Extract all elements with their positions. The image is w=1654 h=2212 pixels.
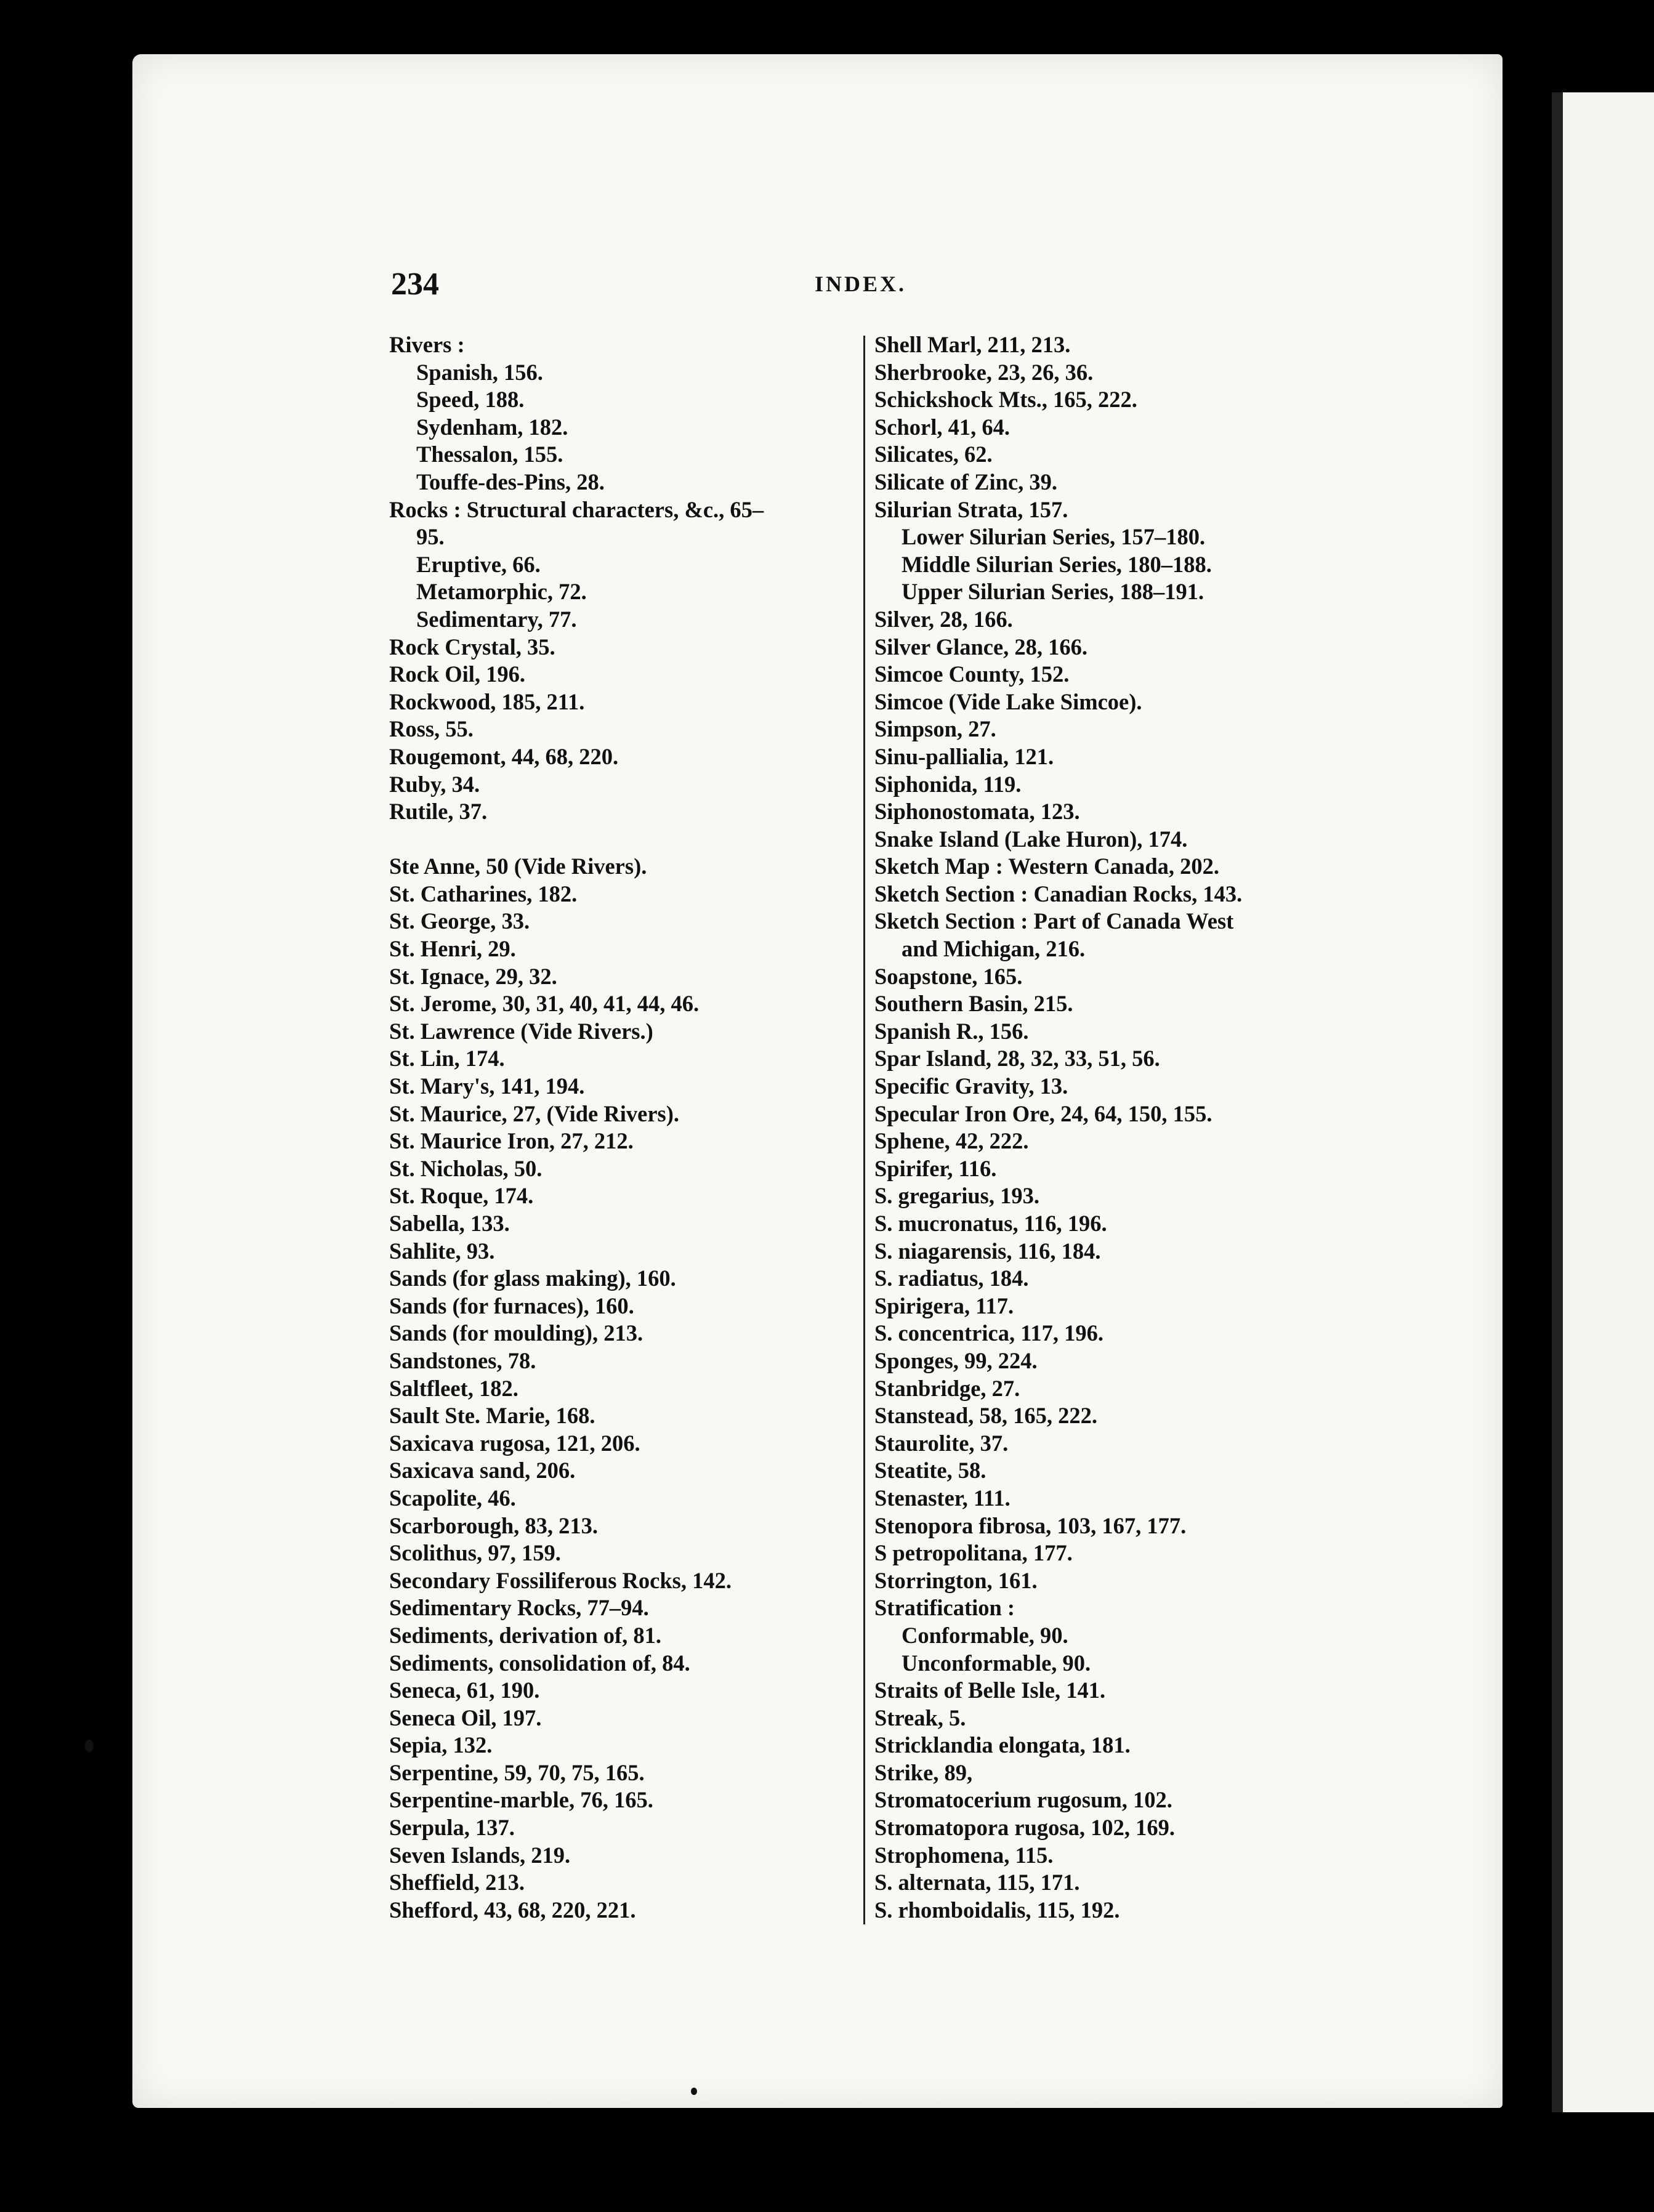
left-index-entry: Rock Crystal, 35. bbox=[389, 634, 555, 660]
left-index-entry: Serpentine, 59, 70, 75, 165. bbox=[389, 1759, 645, 1785]
left-index-entry: Speed, 188. bbox=[416, 387, 525, 413]
right-index-entry: Siphonida, 119. bbox=[874, 771, 1022, 797]
right-index-entry: Straits of Belle Isle, 141. bbox=[874, 1677, 1106, 1703]
left-index-entry: Sedimentary, 77. bbox=[416, 606, 577, 632]
left-index-entry: Scarborough, 83, 213. bbox=[389, 1512, 599, 1538]
left-index-entry: Rougemont, 44, 68, 220. bbox=[389, 743, 619, 769]
left-index-entry: Sedimentary Rocks, 77–94. bbox=[389, 1595, 649, 1621]
left-index-entry: St. Lawrence (Vide Rivers.) bbox=[389, 1018, 653, 1044]
left-index-entry: St. Maurice, 27, (Vide Rivers). bbox=[389, 1100, 680, 1126]
right-index-entry: and Michigan, 216. bbox=[902, 936, 1086, 962]
running-head: INDEX. bbox=[815, 272, 907, 296]
right-index-entry: Simcoe (Vide Lake Simcoe). bbox=[874, 688, 1142, 714]
left-index-entry: Sabella, 133. bbox=[389, 1211, 510, 1236]
left-index-entry: St. Nicholas, 50. bbox=[389, 1155, 543, 1181]
right-index-entry: S. gregarius, 193. bbox=[874, 1183, 1040, 1209]
left-index-entry: St. Jerome, 30, 31, 40, 41, 44, 46. bbox=[389, 991, 700, 1017]
right-index-entry: Sketch Section : Part of Canada West bbox=[874, 908, 1234, 934]
right-index-entry: S petropolitana, 177. bbox=[874, 1540, 1073, 1566]
left-index-entry: Scapolite, 46. bbox=[389, 1485, 516, 1511]
left-index-entry: Saltfleet, 182. bbox=[389, 1375, 518, 1401]
right-index-entry: S. radiatus, 184. bbox=[874, 1265, 1029, 1291]
right-index-entry: Stanstead, 58, 165, 222. bbox=[874, 1403, 1097, 1429]
right-index-entry: Stenaster, 111. bbox=[874, 1485, 1011, 1511]
right-index-entry: Schickshock Mts., 165, 222. bbox=[874, 387, 1137, 413]
right-index-entry: Streak, 5. bbox=[874, 1705, 966, 1730]
right-index-entry: Specular Iron Ore, 24, 64, 150, 155. bbox=[874, 1100, 1212, 1126]
left-index-entry: Spanish, 156. bbox=[416, 359, 543, 385]
right-index-entry: Stromatopora rugosa, 102, 169. bbox=[874, 1815, 1176, 1841]
left-index-entry: St. Ignace, 29, 32. bbox=[389, 963, 557, 989]
left-index-entry: Sands (for glass making), 160. bbox=[389, 1265, 676, 1291]
left-index-entry: Sandstones, 78. bbox=[389, 1347, 536, 1373]
right-index-entry: Upper Silurian Series, 188–191. bbox=[902, 579, 1204, 605]
right-index-entry: Silver Glance, 28, 166. bbox=[874, 634, 1088, 660]
right-index-entry: Unconformable, 90. bbox=[902, 1650, 1091, 1676]
left-index-entry: Seven Islands, 219. bbox=[389, 1842, 571, 1868]
right-index-entry: Southern Basin, 215. bbox=[874, 991, 1073, 1017]
left-index-entry: 95. bbox=[416, 524, 445, 550]
ink-speck bbox=[691, 2088, 697, 2095]
left-index-entry: Sediments, derivation of, 81. bbox=[389, 1622, 662, 1648]
right-index-entry: Schorl, 41, 64. bbox=[874, 414, 1011, 440]
right-index-entry: Sponges, 99, 224. bbox=[874, 1347, 1038, 1373]
index-column-right bbox=[874, 331, 1349, 1924]
left-index-entry: Secondary Fossiliferous Rocks, 142. bbox=[389, 1567, 732, 1593]
column-divider bbox=[863, 336, 865, 1924]
left-index-entry: Sheffield, 213. bbox=[389, 1870, 525, 1895]
right-index-entry: Simpson, 27. bbox=[874, 716, 996, 742]
right-index-entry: Strophomena, 115. bbox=[874, 1842, 1054, 1868]
right-index-entry: Sketch Map : Western Canada, 202. bbox=[874, 854, 1220, 879]
page-header bbox=[391, 266, 1401, 309]
left-index-entry: Serpula, 137. bbox=[389, 1815, 515, 1841]
left-index-entry: St. Lin, 174. bbox=[389, 1046, 505, 1072]
right-index-entry: Middle Silurian Series, 180–188. bbox=[902, 551, 1212, 577]
left-index-entry: Saxicava sand, 206. bbox=[389, 1458, 576, 1483]
left-index-entry: Seneca, 61, 190. bbox=[389, 1677, 540, 1703]
right-index-entry: S. niagarensis, 116, 184. bbox=[874, 1238, 1101, 1264]
right-index-entry: Simcoe County, 152. bbox=[874, 661, 1070, 687]
left-index-entry: Serpentine-marble, 76, 165. bbox=[389, 1787, 653, 1813]
right-index-entry: Strike, 89, bbox=[874, 1759, 973, 1785]
right-index-entry: Conformable, 90. bbox=[902, 1622, 1068, 1648]
right-index-entry: S. concentrica, 117, 196. bbox=[874, 1320, 1104, 1346]
right-index-entry: Snake Island (Lake Huron), 174. bbox=[874, 826, 1188, 852]
left-index-entry: St. George, 33. bbox=[389, 908, 530, 934]
right-index-entry: Spar Island, 28, 32, 33, 51, 56. bbox=[874, 1046, 1160, 1072]
page-number: 234 bbox=[391, 267, 439, 302]
left-index-entry: Rocks : Structural characters, &c., 65– bbox=[389, 496, 764, 522]
right-index-entry: Soapstone, 165. bbox=[874, 963, 1023, 989]
right-index-entry: S. alternata, 115, 171. bbox=[874, 1870, 1080, 1895]
left-index-entry: Sydenham, 182. bbox=[416, 414, 568, 440]
left-index-entry: St. Henri, 29. bbox=[389, 936, 516, 962]
right-index-entry: Specific Gravity, 13. bbox=[874, 1073, 1068, 1099]
right-index-entry: Steatite, 58. bbox=[874, 1458, 986, 1483]
left-index-entry: St. Roque, 174. bbox=[389, 1183, 534, 1209]
left-index-entry: Rivers : bbox=[389, 332, 465, 357]
right-index-entry: S. rhomboidalis, 115, 192. bbox=[874, 1897, 1120, 1923]
right-index-entry: Stanbridge, 27. bbox=[874, 1375, 1020, 1401]
right-index-entry: Sphene, 42, 222. bbox=[874, 1128, 1029, 1154]
left-index-entry: Rockwood, 185, 211. bbox=[389, 688, 585, 714]
right-index-entry: Silver, 28, 166. bbox=[874, 606, 1013, 632]
left-index-entry: Sands (for moulding), 213. bbox=[389, 1320, 643, 1346]
left-index-entry: St. Catharines, 182. bbox=[389, 881, 578, 906]
left-index-entry: Eruptive, 66. bbox=[416, 551, 541, 577]
right-index-entry: Staurolite, 37. bbox=[874, 1430, 1009, 1456]
right-index-entry: Spirigera, 117. bbox=[874, 1293, 1014, 1318]
left-index-entry: Sault Ste. Marie, 168. bbox=[389, 1403, 595, 1429]
left-index-entry: Sands (for furnaces), 160. bbox=[389, 1293, 634, 1318]
right-index-entry: Spirifer, 116. bbox=[874, 1155, 997, 1181]
left-index-entry: Thessalon, 155. bbox=[416, 442, 563, 467]
left-index-entry: Ross, 55. bbox=[389, 716, 474, 742]
left-index-entry: Shefford, 43, 68, 220, 221. bbox=[389, 1897, 636, 1923]
right-index-entry: Shell Marl, 211, 213. bbox=[874, 332, 1071, 357]
left-index-entry: Rock Oil, 196. bbox=[389, 661, 526, 687]
left-index-entry: St. Mary's, 141, 194. bbox=[389, 1073, 585, 1099]
left-index-entry: Sahlite, 93. bbox=[389, 1238, 495, 1264]
left-index-entry: Ruby, 34. bbox=[389, 771, 480, 797]
left-index-entry: Sepia, 132. bbox=[389, 1732, 493, 1758]
index-column-left bbox=[389, 331, 857, 1924]
left-index-entry: Seneca Oil, 197. bbox=[389, 1705, 542, 1730]
right-index-entry: Silicate of Zinc, 39. bbox=[874, 469, 1058, 494]
right-index-entry: Spanish R., 156. bbox=[874, 1018, 1029, 1044]
left-index-entry: Ste Anne, 50 (Vide Rivers). bbox=[389, 854, 647, 879]
right-index-entry: Lower Silurian Series, 157–180. bbox=[902, 524, 1206, 550]
right-index-entry: Stenopora fibrosa, 103, 167, 177. bbox=[874, 1512, 1187, 1538]
right-index-entry: Silicates, 62. bbox=[874, 442, 993, 467]
left-index-entry: Sediments, consolidation of, 84. bbox=[389, 1650, 690, 1676]
right-index-entry: Storrington, 161. bbox=[874, 1567, 1038, 1593]
right-index-entry: Sherbrooke, 23, 26, 36. bbox=[874, 359, 1094, 385]
left-index-entry: Scolithus, 97, 159. bbox=[389, 1540, 561, 1566]
left-index-entry: St. Maurice Iron, 27, 212. bbox=[389, 1128, 634, 1154]
left-index-entry: Touffe-des-Pins, 28. bbox=[416, 469, 605, 494]
left-index-entry: Metamorphic, 72. bbox=[416, 579, 587, 605]
left-index-entry: Saxicava rugosa, 121, 206. bbox=[389, 1430, 640, 1456]
right-index-entry: Silurian Strata, 157. bbox=[874, 496, 1068, 522]
ink-speck bbox=[85, 1740, 94, 1752]
right-index-entry: Sketch Section : Canadian Rocks, 143. bbox=[874, 881, 1243, 906]
facing-page-edge bbox=[1552, 92, 1654, 2112]
left-index-entry bbox=[389, 826, 857, 854]
right-index-entry: Stricklandia elongata, 181. bbox=[874, 1732, 1131, 1758]
left-index-entry: Rutile, 37. bbox=[389, 799, 488, 825]
right-index-entry: Stratification : bbox=[874, 1595, 1015, 1621]
right-index-entry: Stromatocerium rugosum, 102. bbox=[874, 1787, 1172, 1813]
right-index-entry: Sinu-pallialia, 121. bbox=[874, 743, 1054, 769]
right-index-entry: Siphonostomata, 123. bbox=[874, 799, 1080, 825]
right-index-entry: S. mucronatus, 116, 196. bbox=[874, 1211, 1107, 1236]
